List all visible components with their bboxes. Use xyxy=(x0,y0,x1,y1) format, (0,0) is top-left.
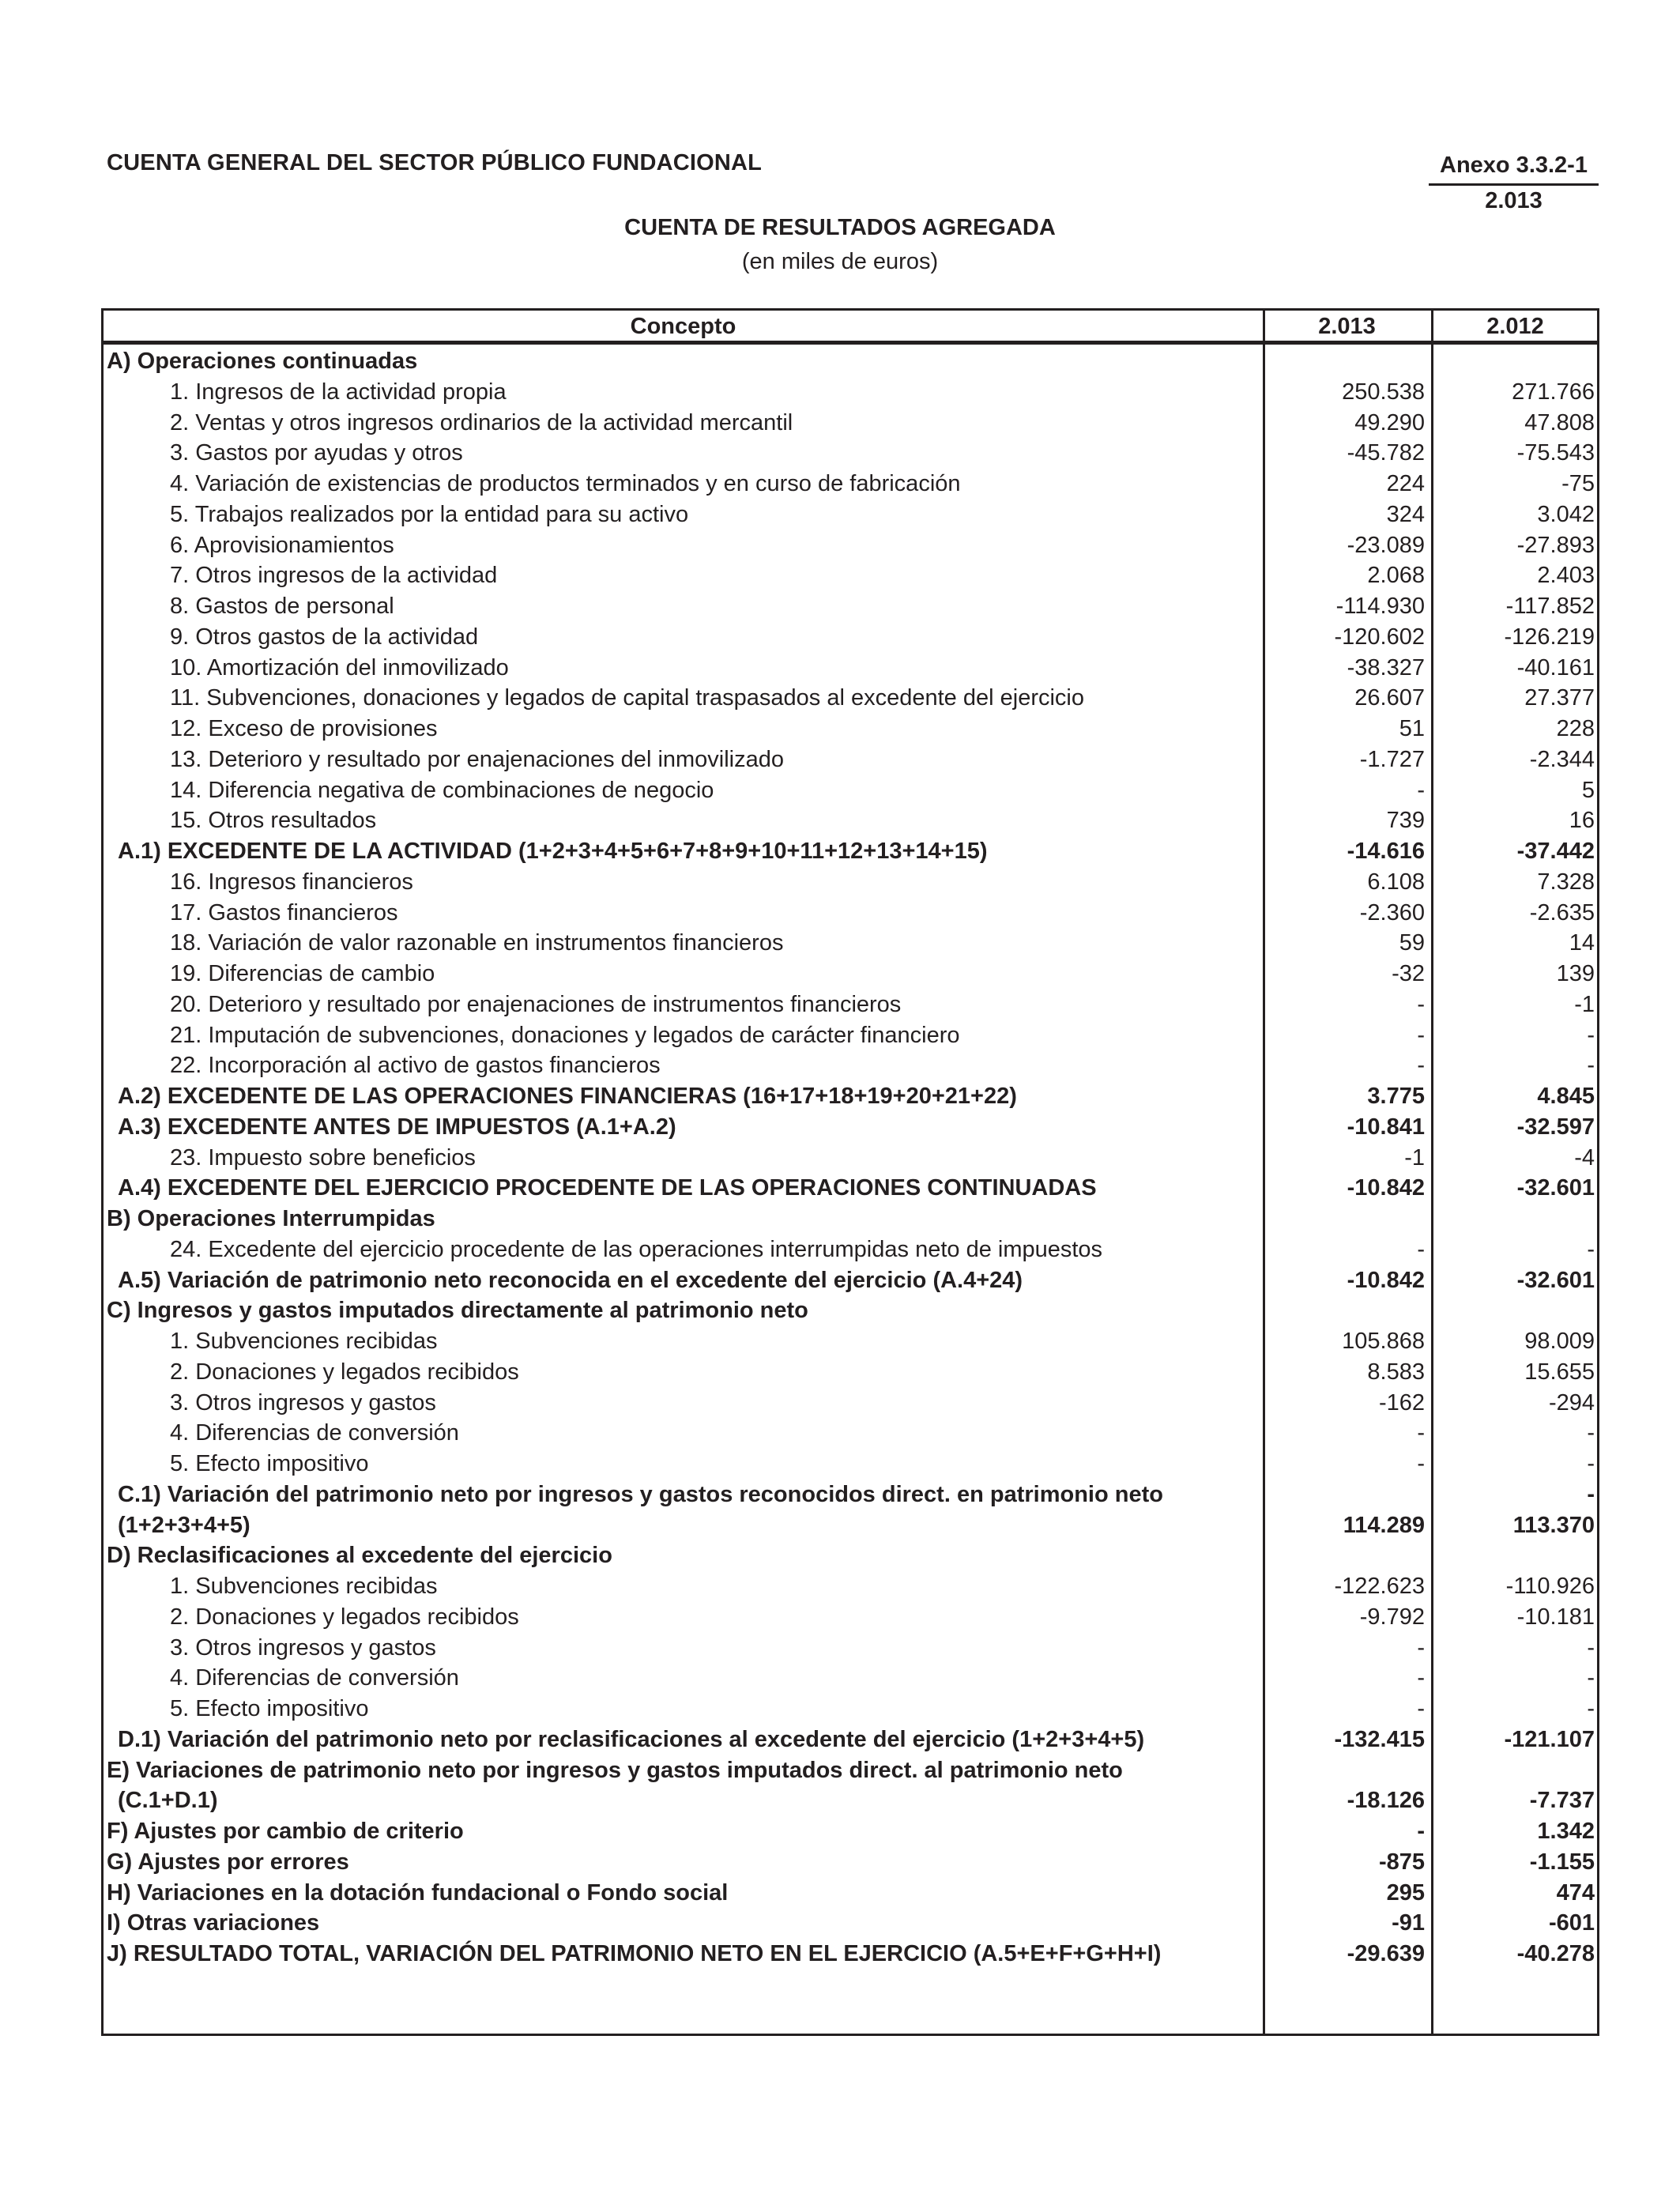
value-2012: 47.808 xyxy=(1524,409,1595,435)
row-label: 18. Variación de valor razonable en instrumentos financieros xyxy=(170,930,784,956)
value-2012: 98.009 xyxy=(1524,1329,1595,1354)
row-label: 1. Ingresos de la actividad propia xyxy=(170,379,507,405)
row-label: 1. Subvenciones recibidas xyxy=(170,1329,438,1354)
row-label: C.1) Variación del patrimonio neto por ingresos y gastos reconocidos direct. en patrimonio neto xyxy=(118,1481,1163,1507)
table-row xyxy=(104,469,1597,499)
value-2013: 324 xyxy=(1386,501,1425,527)
value-2013: -18.126 xyxy=(1347,1788,1425,1814)
row-label: A.2) EXCEDENTE DE LAS OPERACIONES FINANCIERAS (16+17+18+19+20+21+22) xyxy=(118,1084,1017,1109)
table-row xyxy=(104,1326,1597,1357)
table-row xyxy=(104,1816,1597,1847)
value-2013: 739 xyxy=(1386,808,1425,834)
table-row xyxy=(104,928,1597,959)
row-label: D.1) Variación del patrimonio neto por reclasificaciones al excedente del ejercicio (1+2+3+4+5) xyxy=(118,1726,1145,1752)
value-2013: -132.415 xyxy=(1334,1726,1425,1752)
row-label: 14. Diferencia negativa de combinaciones de negocio xyxy=(170,777,714,803)
table-row xyxy=(104,1602,1597,1633)
value-2013: -114.930 xyxy=(1335,594,1425,619)
results-table xyxy=(101,308,1599,2036)
value-2012: 14 xyxy=(1569,930,1595,956)
value-2012: -2.635 xyxy=(1529,899,1595,925)
value-2012: 7.328 xyxy=(1537,869,1595,895)
table-row xyxy=(104,1204,1597,1235)
value-2012: 27.377 xyxy=(1524,685,1595,711)
row-label: A.5) Variación de patrimonio neto reconocida en el excedente del ejercicio (A.4+24) xyxy=(118,1267,1023,1293)
table-row xyxy=(104,1510,1597,1541)
value-2012: -1 xyxy=(1574,991,1595,1017)
table-row xyxy=(104,591,1597,622)
table-row xyxy=(104,438,1597,469)
table-row xyxy=(104,1143,1597,1174)
value-2012: 5 xyxy=(1581,777,1595,803)
report-title: CUENTA DE RESULTADOS AGREGADA xyxy=(624,215,1056,240)
row-label: 13. Deterioro y resultado por enajenaciones del inmovilizado xyxy=(170,746,785,772)
value-2013: 59 xyxy=(1399,930,1425,956)
table-row xyxy=(104,898,1597,929)
table-row xyxy=(104,1480,1597,1510)
value-2012: 271.766 xyxy=(1512,379,1595,405)
value-2013: -10.842 xyxy=(1347,1267,1425,1293)
value-2013: -91 xyxy=(1392,1910,1425,1936)
value-2013: - xyxy=(1417,1236,1425,1262)
value-2012: 228 xyxy=(1556,716,1595,741)
table-row xyxy=(104,499,1597,530)
column-header-2013: 2.013 xyxy=(1318,314,1376,339)
table-row xyxy=(104,1112,1597,1143)
table-row xyxy=(104,1755,1597,1786)
row-label: 15. Otros resultados xyxy=(170,808,377,834)
value-2013: - xyxy=(1417,1634,1425,1661)
value-2013: -875 xyxy=(1378,1849,1425,1875)
row-label: 20. Deterioro y resultado por enajenaciones de instrumentos financieros xyxy=(170,991,902,1017)
table-row xyxy=(104,653,1597,684)
value-2012: 2.403 xyxy=(1537,563,1595,589)
row-label: 2. Ventas y otros ingresos ordinarios de la actividad mercantil xyxy=(170,409,793,435)
row-label: (1+2+3+4+5) xyxy=(118,1512,250,1538)
row-label: E) Variaciones de patrimonio neto por ingresos y gastos imputados direct. al patrimonio neto xyxy=(107,1757,1123,1783)
value-2013: -32 xyxy=(1392,961,1425,986)
row-label: 12. Exceso de provisiones xyxy=(170,716,438,741)
row-label: I) Otras variaciones xyxy=(107,1910,320,1936)
value-2012: -75.543 xyxy=(1516,440,1595,466)
value-2012: 3.042 xyxy=(1537,501,1595,527)
table-row xyxy=(104,1878,1597,1909)
row-label: 10. Amortización del inmovilizado xyxy=(170,654,509,680)
value-2012: 16 xyxy=(1569,808,1595,834)
value-2013: 49.290 xyxy=(1354,409,1425,435)
table-row xyxy=(104,1571,1597,1602)
row-label: B) Operaciones Interrumpidas xyxy=(107,1206,435,1231)
value-2012: - xyxy=(1587,1451,1595,1476)
row-label: 5. Efecto impositivo xyxy=(170,1451,369,1476)
value-2012: -121.107 xyxy=(1504,1726,1595,1752)
value-2013: - xyxy=(1417,1696,1425,1721)
table-row xyxy=(104,1785,1597,1816)
value-2012: -40.278 xyxy=(1516,1941,1595,1966)
table-row xyxy=(104,1081,1597,1112)
row-label: 4. Diferencias de conversión xyxy=(170,1665,459,1691)
value-2012: -32.597 xyxy=(1516,1114,1595,1140)
value-2012: - xyxy=(1587,1665,1595,1691)
table-row xyxy=(104,745,1597,775)
value-2012: -110.926 xyxy=(1505,1574,1595,1599)
column-header-concepto: Concepto xyxy=(630,314,736,339)
value-2013: 51 xyxy=(1399,716,1425,741)
value-2012: -40.161 xyxy=(1516,654,1595,680)
value-2012: 1.342 xyxy=(1537,1819,1595,1844)
table-row xyxy=(104,530,1597,561)
row-label: 3. Gastos por ayudas y otros xyxy=(170,440,463,466)
header-double-rule xyxy=(104,343,1597,345)
table-row xyxy=(104,1388,1597,1419)
value-2012: - xyxy=(1587,1696,1595,1721)
row-label: 2. Donaciones y legados recibidos xyxy=(170,1359,519,1385)
table-row xyxy=(104,775,1597,806)
table-row xyxy=(104,1050,1597,1081)
report-subtitle: (en miles de euros) xyxy=(741,249,939,274)
row-label: D) Reclasificaciones al excedente del ejercicio xyxy=(107,1543,612,1569)
table-row xyxy=(104,1265,1597,1296)
row-label: A.4) EXCEDENTE DEL EJERCICIO PROCEDENTE DE LAS OPERACIONES CONTINUADAS xyxy=(118,1175,1097,1201)
row-label: 5. Trabajos realizados por la entidad para su activo xyxy=(170,501,689,527)
value-2012: -1.155 xyxy=(1529,1849,1595,1875)
row-label: 7. Otros ingresos de la actividad xyxy=(170,563,498,589)
value-2013: 295 xyxy=(1386,1879,1425,1906)
value-2012: -4 xyxy=(1574,1144,1595,1171)
value-2013: -1.727 xyxy=(1359,746,1425,772)
table-row xyxy=(104,1020,1597,1051)
row-label: A) Operaciones continuadas xyxy=(107,349,418,374)
value-2012: -32.601 xyxy=(1516,1175,1595,1201)
table-row xyxy=(104,1847,1597,1878)
value-2012: - xyxy=(1587,1420,1595,1446)
value-2013: - xyxy=(1417,1022,1425,1048)
table-row xyxy=(104,1357,1597,1388)
value-2012: -117.852 xyxy=(1505,594,1595,619)
row-label: J) RESULTADO TOTAL, VARIACIÓN DEL PATRIMONIO NETO EN EL EJERCICIO (A.5+E+F+G+H+I) xyxy=(107,1941,1162,1966)
row-label: 2. Donaciones y legados recibidos xyxy=(170,1604,519,1630)
value-2013: -1 xyxy=(1404,1144,1425,1171)
table-row xyxy=(104,805,1597,836)
table-row xyxy=(104,560,1597,591)
value-2013: -29.639 xyxy=(1347,1941,1425,1966)
value-2013: -10.842 xyxy=(1347,1175,1425,1201)
row-label: 19. Diferencias de cambio xyxy=(170,961,435,986)
table-row xyxy=(104,990,1597,1020)
table-row xyxy=(104,1633,1597,1664)
table-row xyxy=(104,1939,1597,1970)
value-2013: 224 xyxy=(1386,471,1425,496)
value-2012: - xyxy=(1587,1481,1595,1507)
value-2013: 105.868 xyxy=(1342,1329,1425,1354)
row-label: G) Ajustes por errores xyxy=(107,1849,349,1875)
row-label: 5. Efecto impositivo xyxy=(170,1696,369,1721)
document-org-title: CUENTA GENERAL DEL SECTOR PÚBLICO FUNDACIONAL xyxy=(107,150,763,175)
value-2012: 15.655 xyxy=(1524,1359,1595,1385)
annex-number: Anexo 3.3.2-1 xyxy=(1440,153,1588,178)
row-label: H) Variaciones en la dotación fundacional o Fondo social xyxy=(107,1879,729,1906)
row-label: 1. Subvenciones recibidas xyxy=(170,1574,438,1599)
value-2012: 113.370 xyxy=(1512,1512,1595,1538)
value-2013: 250.538 xyxy=(1342,379,1425,405)
row-label: A.1) EXCEDENTE DE LA ACTIVIDAD (1+2+3+4+5+6+7+8+9+10+11+12+13+14+15) xyxy=(118,839,988,864)
value-2013: -14.616 xyxy=(1347,839,1425,864)
row-label: A.3) EXCEDENTE ANTES DE IMPUESTOS (A.1+A.2) xyxy=(118,1114,676,1140)
row-label: 11. Subvenciones, donaciones y legados de capital traspasados al excedente del ejercicio xyxy=(170,685,1084,711)
value-2013: - xyxy=(1417,991,1425,1017)
table-row xyxy=(104,1725,1597,1755)
value-2013: -2.360 xyxy=(1359,899,1425,925)
value-2012: -27.893 xyxy=(1516,532,1595,558)
value-2012: - xyxy=(1587,1236,1595,1262)
table-row xyxy=(104,1173,1597,1204)
row-label: 4. Variación de existencias de productos terminados y en curso de fabricación xyxy=(170,471,961,496)
value-2012: - xyxy=(1587,1022,1595,1048)
value-2013: 2.068 xyxy=(1367,563,1425,589)
row-label: (C.1+D.1) xyxy=(118,1788,218,1814)
row-label: 22. Incorporación al activo de gastos financieros xyxy=(170,1053,661,1079)
value-2013: - xyxy=(1417,1665,1425,1691)
table-row xyxy=(104,1295,1597,1326)
row-label: F) Ajustes por cambio de criterio xyxy=(107,1819,464,1844)
value-2012: -601 xyxy=(1548,1910,1595,1936)
value-2012: -126.219 xyxy=(1504,624,1595,650)
table-row xyxy=(104,346,1597,377)
row-label: C) Ingresos y gastos imputados directamente al patrimonio neto xyxy=(107,1298,808,1324)
value-2013: -10.841 xyxy=(1347,1114,1425,1140)
row-label: 23. Impuesto sobre beneficios xyxy=(170,1144,476,1171)
value-2013: - xyxy=(1417,1819,1425,1844)
value-2013: -162 xyxy=(1378,1389,1425,1416)
value-2012: -75 xyxy=(1561,471,1595,496)
table-header xyxy=(104,311,1597,343)
value-2012: -10.181 xyxy=(1516,1604,1595,1630)
table-row xyxy=(104,1908,1597,1939)
value-2012: -2.344 xyxy=(1529,746,1595,772)
row-label: 8. Gastos de personal xyxy=(170,594,394,619)
row-label: 4. Diferencias de conversión xyxy=(170,1420,459,1446)
value-2012: - xyxy=(1587,1053,1595,1079)
table-row xyxy=(104,1418,1597,1449)
value-2013: - xyxy=(1417,1053,1425,1079)
table-row xyxy=(104,408,1597,439)
annex-block xyxy=(1429,150,1599,216)
value-2013: 8.583 xyxy=(1367,1359,1425,1385)
value-2013: - xyxy=(1417,1451,1425,1476)
table-row xyxy=(104,683,1597,714)
value-2013: -9.792 xyxy=(1359,1604,1425,1630)
table-body xyxy=(104,346,1597,1970)
value-2013: -120.602 xyxy=(1334,624,1425,650)
table-row xyxy=(104,377,1597,408)
value-2012: -294 xyxy=(1548,1389,1595,1416)
value-2013: 6.108 xyxy=(1367,869,1425,895)
value-2012: - xyxy=(1587,1634,1595,1661)
value-2013: 26.607 xyxy=(1354,685,1425,711)
value-2012: -37.442 xyxy=(1516,839,1595,864)
value-2013: 114.289 xyxy=(1343,1512,1425,1538)
table-row xyxy=(104,714,1597,745)
row-label: 9. Otros gastos de la actividad xyxy=(170,624,479,650)
table-row xyxy=(104,959,1597,990)
column-header-2012: 2.012 xyxy=(1486,314,1544,339)
row-label: 3. Otros ingresos y gastos xyxy=(170,1389,436,1416)
row-label: 6. Aprovisionamientos xyxy=(170,532,394,558)
value-2013: -45.782 xyxy=(1347,440,1425,466)
table-row xyxy=(104,1663,1597,1694)
annex-year: 2.013 xyxy=(1429,183,1599,216)
row-label: 3. Otros ingresos y gastos xyxy=(170,1634,436,1661)
table-row xyxy=(104,836,1597,867)
table-row xyxy=(104,1540,1597,1571)
value-2013: - xyxy=(1417,1420,1425,1446)
value-2013: -23.089 xyxy=(1347,532,1425,558)
table-row xyxy=(104,1694,1597,1725)
row-label: 21. Imputación de subvenciones, donaciones y legados de carácter financiero xyxy=(170,1022,960,1048)
value-2013: - xyxy=(1417,777,1425,803)
table-row xyxy=(104,1449,1597,1480)
row-label: 17. Gastos financieros xyxy=(170,899,398,925)
table-row xyxy=(104,867,1597,898)
table-row xyxy=(104,1235,1597,1265)
value-2012: 474 xyxy=(1556,1879,1595,1906)
table-row xyxy=(104,622,1597,653)
value-2012: -7.737 xyxy=(1529,1788,1595,1814)
row-label: 16. Ingresos financieros xyxy=(170,869,413,895)
value-2012: 139 xyxy=(1556,961,1595,986)
value-2013: -122.623 xyxy=(1334,1574,1425,1599)
value-2013: 3.775 xyxy=(1367,1084,1425,1109)
value-2012: 4.845 xyxy=(1537,1084,1595,1109)
value-2013: -38.327 xyxy=(1347,654,1425,680)
row-label: 24. Excedente del ejercicio procedente de las operaciones interrumpidas neto de impuestos xyxy=(170,1236,1103,1262)
value-2012: -32.601 xyxy=(1516,1267,1595,1293)
